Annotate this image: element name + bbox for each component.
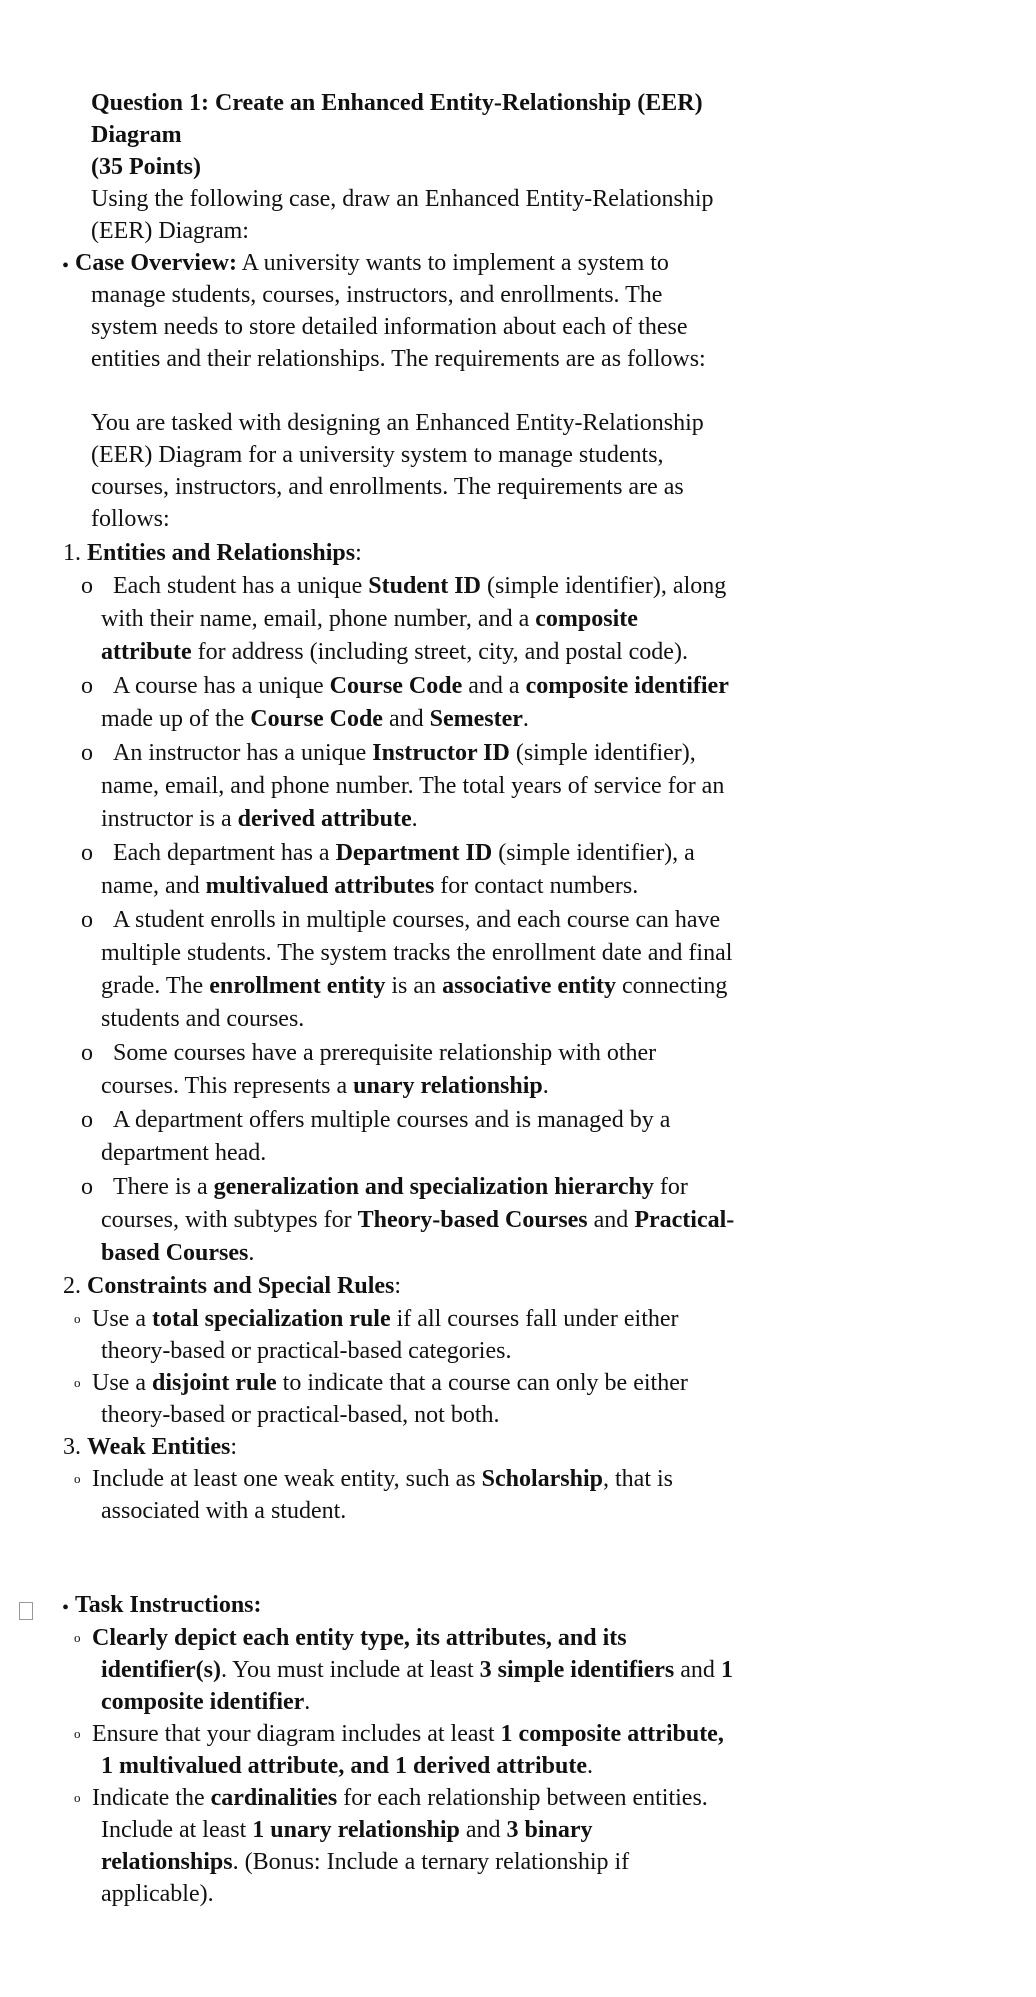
task-para-line-2: (EER) Diagram for a university system to manage students, [91,442,664,468]
intro-line-2: (EER) Diagram: [91,218,249,244]
ti-item-3-line-1: Indicate the cardinalities for each relationship between entities. [92,1785,708,1811]
question-title-line-2: Diagram [91,122,182,148]
small-circle-bullet-icon: o [74,1790,81,1805]
case-overview-line-2: manage students, courses, instructors, and enrollments. The [91,282,663,308]
small-circle-bullet-icon: o [74,1471,81,1486]
task-para-line-4: follows: [91,506,170,532]
small-circle-bullet-icon: o [74,1375,81,1390]
s1-item-4-line-1: Each department has a Department ID (simple identifier), a [113,840,695,866]
s1-item-3-line-1: An instructor has a unique Instructor ID (simple identifier), [113,740,696,766]
s1-item-2-line-1: A course has a unique Course Code and a composite identifier [113,673,729,699]
case-overview-line-1: Case Overview: A university wants to implement a system to [75,250,669,276]
s1-item-2-line-2: made up of the Course Code and Semester. [101,706,529,732]
s1-item-1-line-3: attribute for address (including street, city, and postal code). [101,639,688,665]
question-points: (35 Points) [91,154,201,180]
ti-item-1-line-1: Clearly depict each entity type, its attributes, and its [92,1625,627,1651]
s1-item-6-line-2: courses. This represents a unary relationship. [101,1073,549,1099]
missing-glyph-icon [19,1602,33,1620]
s1-item-8-line-3: based Courses. [101,1240,255,1266]
circle-bullet-icon: o [81,1174,93,1200]
task-para-line-3: courses, instructors, and enrollments. The requirements are as [91,474,684,500]
small-circle-bullet-icon: o [74,1726,81,1741]
intro-line-1: Using the following case, draw an Enhanced Entity-Relationship [91,186,714,212]
s1-item-5-line-1: A student enrolls in multiple courses, and each course can have [113,907,721,933]
ti-item-1-line-2: identifier(s). You must include at least 3 simple identifiers and 1 [101,1657,733,1683]
bullet-icon: • [62,1597,70,1619]
ti-item-3-line-2: Include at least 1 unary relationship and 3 binary [101,1817,593,1843]
s1-item-3-line-2: name, email, and phone number. The total years of service for an [101,773,725,799]
small-circle-bullet-icon: o [74,1630,81,1645]
s2-item-2-line-1: Use a disjoint rule to indicate that a course can only be either [92,1370,688,1396]
ti-item-3-line-4: applicable). [101,1881,214,1907]
circle-bullet-icon: o [81,907,93,933]
s1-item-8-line-2: courses, with subtypes for Theory-based Courses and Practical- [101,1207,735,1233]
task-instructions-heading: Task Instructions: [75,1592,262,1618]
task-para-line-1: You are tasked with designing an Enhanced Entity-Relationship [91,410,704,436]
s1-item-7-line-2: department head. [101,1140,267,1166]
s3-item-1-line-2: associated with a student. [101,1498,347,1524]
circle-bullet-icon: o [81,1040,93,1066]
ti-item-1-line-3: composite identifier. [101,1689,311,1715]
ti-item-2-line-2: 1 multivalued attribute, and 1 derived attribute. [101,1753,593,1779]
circle-bullet-icon: o [81,1107,93,1133]
s1-item-1-line-1: Each student has a unique Student ID (simple identifier), along [113,573,727,599]
s3-item-1-line-1: Include at least one weak entity, such as Scholarship, that is [92,1466,674,1492]
section-3-heading: 3. Weak Entities: [63,1434,238,1460]
case-overview-line-3: system needs to store detailed information about each of these [91,314,688,340]
question-title-line-1: Question 1: Create an Enhanced Entity-Relationship (EER) [91,90,703,116]
s1-item-4-line-2: name, and multivalued attributes for contact numbers. [101,873,639,899]
s1-item-5-line-4: students and courses. [101,1006,305,1032]
s2-item-1-line-2: theory-based or practical-based categories. [101,1338,512,1364]
section-2-heading: 2. Constraints and Special Rules: [63,1273,402,1299]
s1-item-5-line-2: multiple students. The system tracks the enrollment date and final [101,940,733,966]
s1-item-3-line-3: instructor is a derived attribute. [101,806,418,832]
section-1-heading: 1. Entities and Relationships: [63,540,362,566]
small-circle-bullet-icon: o [74,1311,81,1326]
case-overview-line-4: entities and their relationships. The requirements are as follows: [91,346,706,372]
circle-bullet-icon: o [81,573,93,599]
ti-item-3-line-3: relationships. (Bonus: Include a ternary relationship if [101,1849,630,1875]
s2-item-2-line-2: theory-based or practical-based, not both. [101,1402,500,1428]
ti-item-2-line-1: Ensure that your diagram includes at least 1 composite attribute, [92,1721,724,1747]
s1-item-8-line-1: There is a generalization and specialization hierarchy for [113,1174,688,1200]
s1-item-6-line-1: Some courses have a prerequisite relationship with other [113,1040,657,1066]
s1-item-5-line-3: grade. The enrollment entity is an associative entity connecting [101,973,728,999]
bullet-icon: • [62,255,70,277]
s1-item-1-line-2: with their name, email, phone number, and a composite [101,606,638,632]
circle-bullet-icon: o [81,673,93,699]
circle-bullet-icon: o [81,840,93,866]
circle-bullet-icon: o [81,740,93,766]
s1-item-7-line-1: A department offers multiple courses and is managed by a [113,1107,671,1133]
s2-item-1-line-1: Use a total specialization rule if all courses fall under either [92,1306,679,1332]
